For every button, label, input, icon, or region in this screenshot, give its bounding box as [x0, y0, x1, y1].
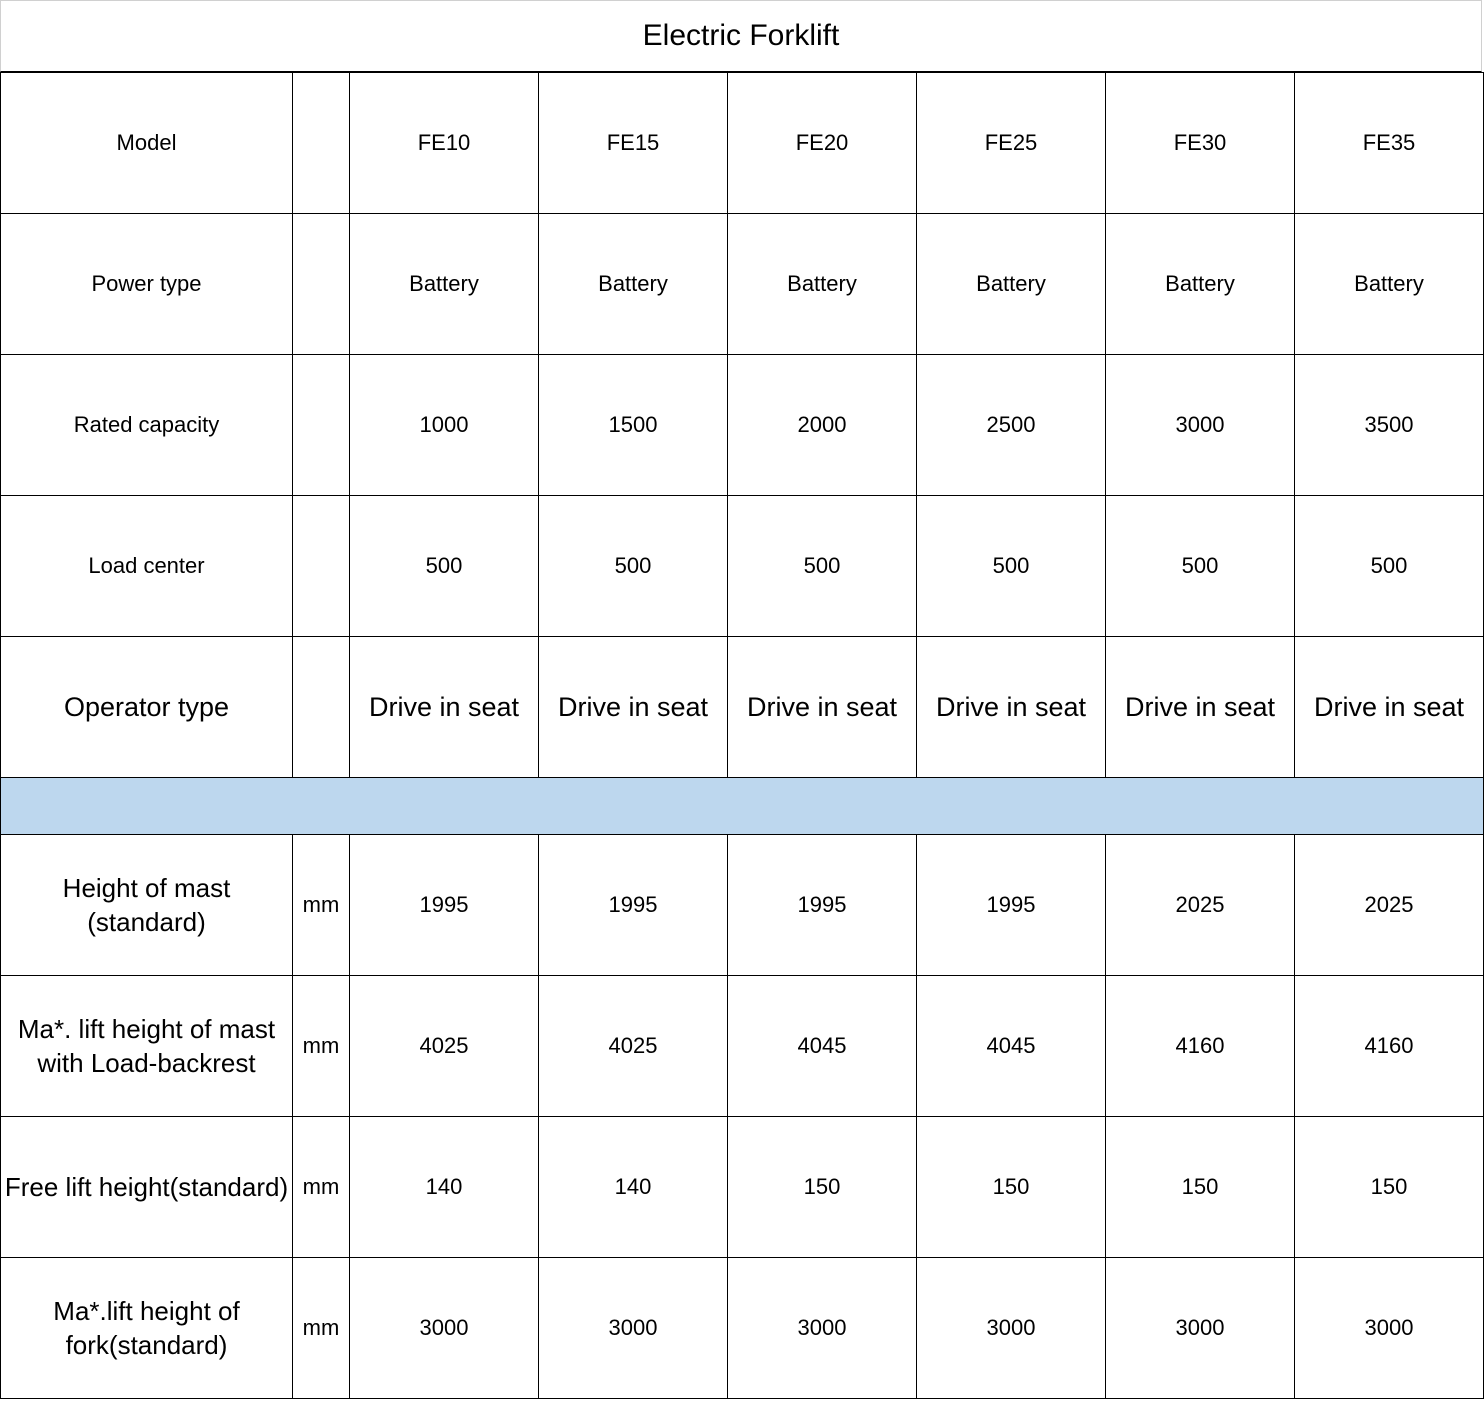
table-cell: Drive in seat [917, 637, 1106, 778]
table-row [1, 496, 1484, 637]
row-unit [293, 355, 350, 496]
table-cell: FE35 [1295, 73, 1484, 214]
section-band [1, 778, 1484, 835]
table-cell: 3000 [728, 1258, 917, 1399]
table-cell: 1995 [539, 835, 728, 976]
row-label: Load center [1, 496, 293, 637]
table-cell: FE15 [539, 73, 728, 214]
table-cell: Drive in seat [539, 637, 728, 778]
row-unit [293, 637, 350, 778]
table-cell: Battery [1106, 214, 1295, 355]
table-cell: Battery [1295, 214, 1484, 355]
row-label: Model [1, 73, 293, 214]
section-divider [1, 778, 1484, 835]
table-cell: 1500 [539, 355, 728, 496]
row-label: Rated capacity [1, 355, 293, 496]
row-unit: mm [293, 1117, 350, 1258]
table-cell: 4160 [1106, 976, 1295, 1117]
table-cell: 150 [1295, 1117, 1484, 1258]
table-cell: 1995 [350, 835, 539, 976]
table-cell: FE20 [728, 73, 917, 214]
table-cell: Battery [728, 214, 917, 355]
table-cell: 500 [539, 496, 728, 637]
table-cell: 150 [728, 1117, 917, 1258]
table-row [1, 355, 1484, 496]
table-cell: Battery [539, 214, 728, 355]
row-label: Height of mast (standard) [1, 835, 293, 976]
table-cell: 140 [350, 1117, 539, 1258]
table-row [1, 637, 1484, 778]
table-cell: 1000 [350, 355, 539, 496]
spec-table [0, 72, 1484, 1399]
table-cell: Drive in seat [1295, 637, 1484, 778]
row-unit: mm [293, 835, 350, 976]
table-cell: 150 [1106, 1117, 1295, 1258]
row-label: Ma*. lift height of mast with Load-backrest [1, 976, 293, 1117]
table-cell: 1995 [917, 835, 1106, 976]
sheet-title: Electric Forklift [0, 0, 1482, 72]
row-label: Ma*.lift height of fork(standard) [1, 1258, 293, 1399]
row-label: Free lift height(standard) [1, 1117, 293, 1258]
table-cell: 500 [1106, 496, 1295, 637]
table-cell: 2025 [1106, 835, 1295, 976]
table-cell: 4045 [917, 976, 1106, 1117]
table-cell: FE10 [350, 73, 539, 214]
table-cell: 4160 [1295, 976, 1484, 1117]
table-cell: Drive in seat [1106, 637, 1295, 778]
table-cell: 1995 [728, 835, 917, 976]
table-cell: 500 [350, 496, 539, 637]
table-cell: 4025 [350, 976, 539, 1117]
table-cell: 3000 [1106, 1258, 1295, 1399]
table-cell: Drive in seat [728, 637, 917, 778]
table-cell: 3500 [1295, 355, 1484, 496]
row-unit: mm [293, 976, 350, 1117]
table-row [1, 976, 1484, 1117]
table-row [1, 1258, 1484, 1399]
table-cell: FE30 [1106, 73, 1295, 214]
row-unit [293, 496, 350, 637]
table-cell: Drive in seat [350, 637, 539, 778]
table-cell: 4025 [539, 976, 728, 1117]
table-cell: Battery [917, 214, 1106, 355]
row-unit [293, 214, 350, 355]
table-cell: 2000 [728, 355, 917, 496]
table-cell: 150 [917, 1117, 1106, 1258]
table-cell: 3000 [917, 1258, 1106, 1399]
table-cell: FE25 [917, 73, 1106, 214]
table-cell: 3000 [539, 1258, 728, 1399]
row-label: Power type [1, 214, 293, 355]
table-cell: 4045 [728, 976, 917, 1117]
table-cell: 2025 [1295, 835, 1484, 976]
table-row [1, 214, 1484, 355]
table-cell: 140 [539, 1117, 728, 1258]
row-unit [293, 73, 350, 214]
table-cell: 3000 [1106, 355, 1295, 496]
table-cell: 500 [728, 496, 917, 637]
table-cell: Battery [350, 214, 539, 355]
table-cell: 2500 [917, 355, 1106, 496]
table-cell: 500 [1295, 496, 1484, 637]
table-cell: 500 [917, 496, 1106, 637]
table-row [1, 835, 1484, 976]
table-row [1, 73, 1484, 214]
table-cell: 3000 [350, 1258, 539, 1399]
table-cell: 3000 [1295, 1258, 1484, 1399]
row-label: Operator type [1, 637, 293, 778]
table-row [1, 1117, 1484, 1258]
row-unit: mm [293, 1258, 350, 1399]
